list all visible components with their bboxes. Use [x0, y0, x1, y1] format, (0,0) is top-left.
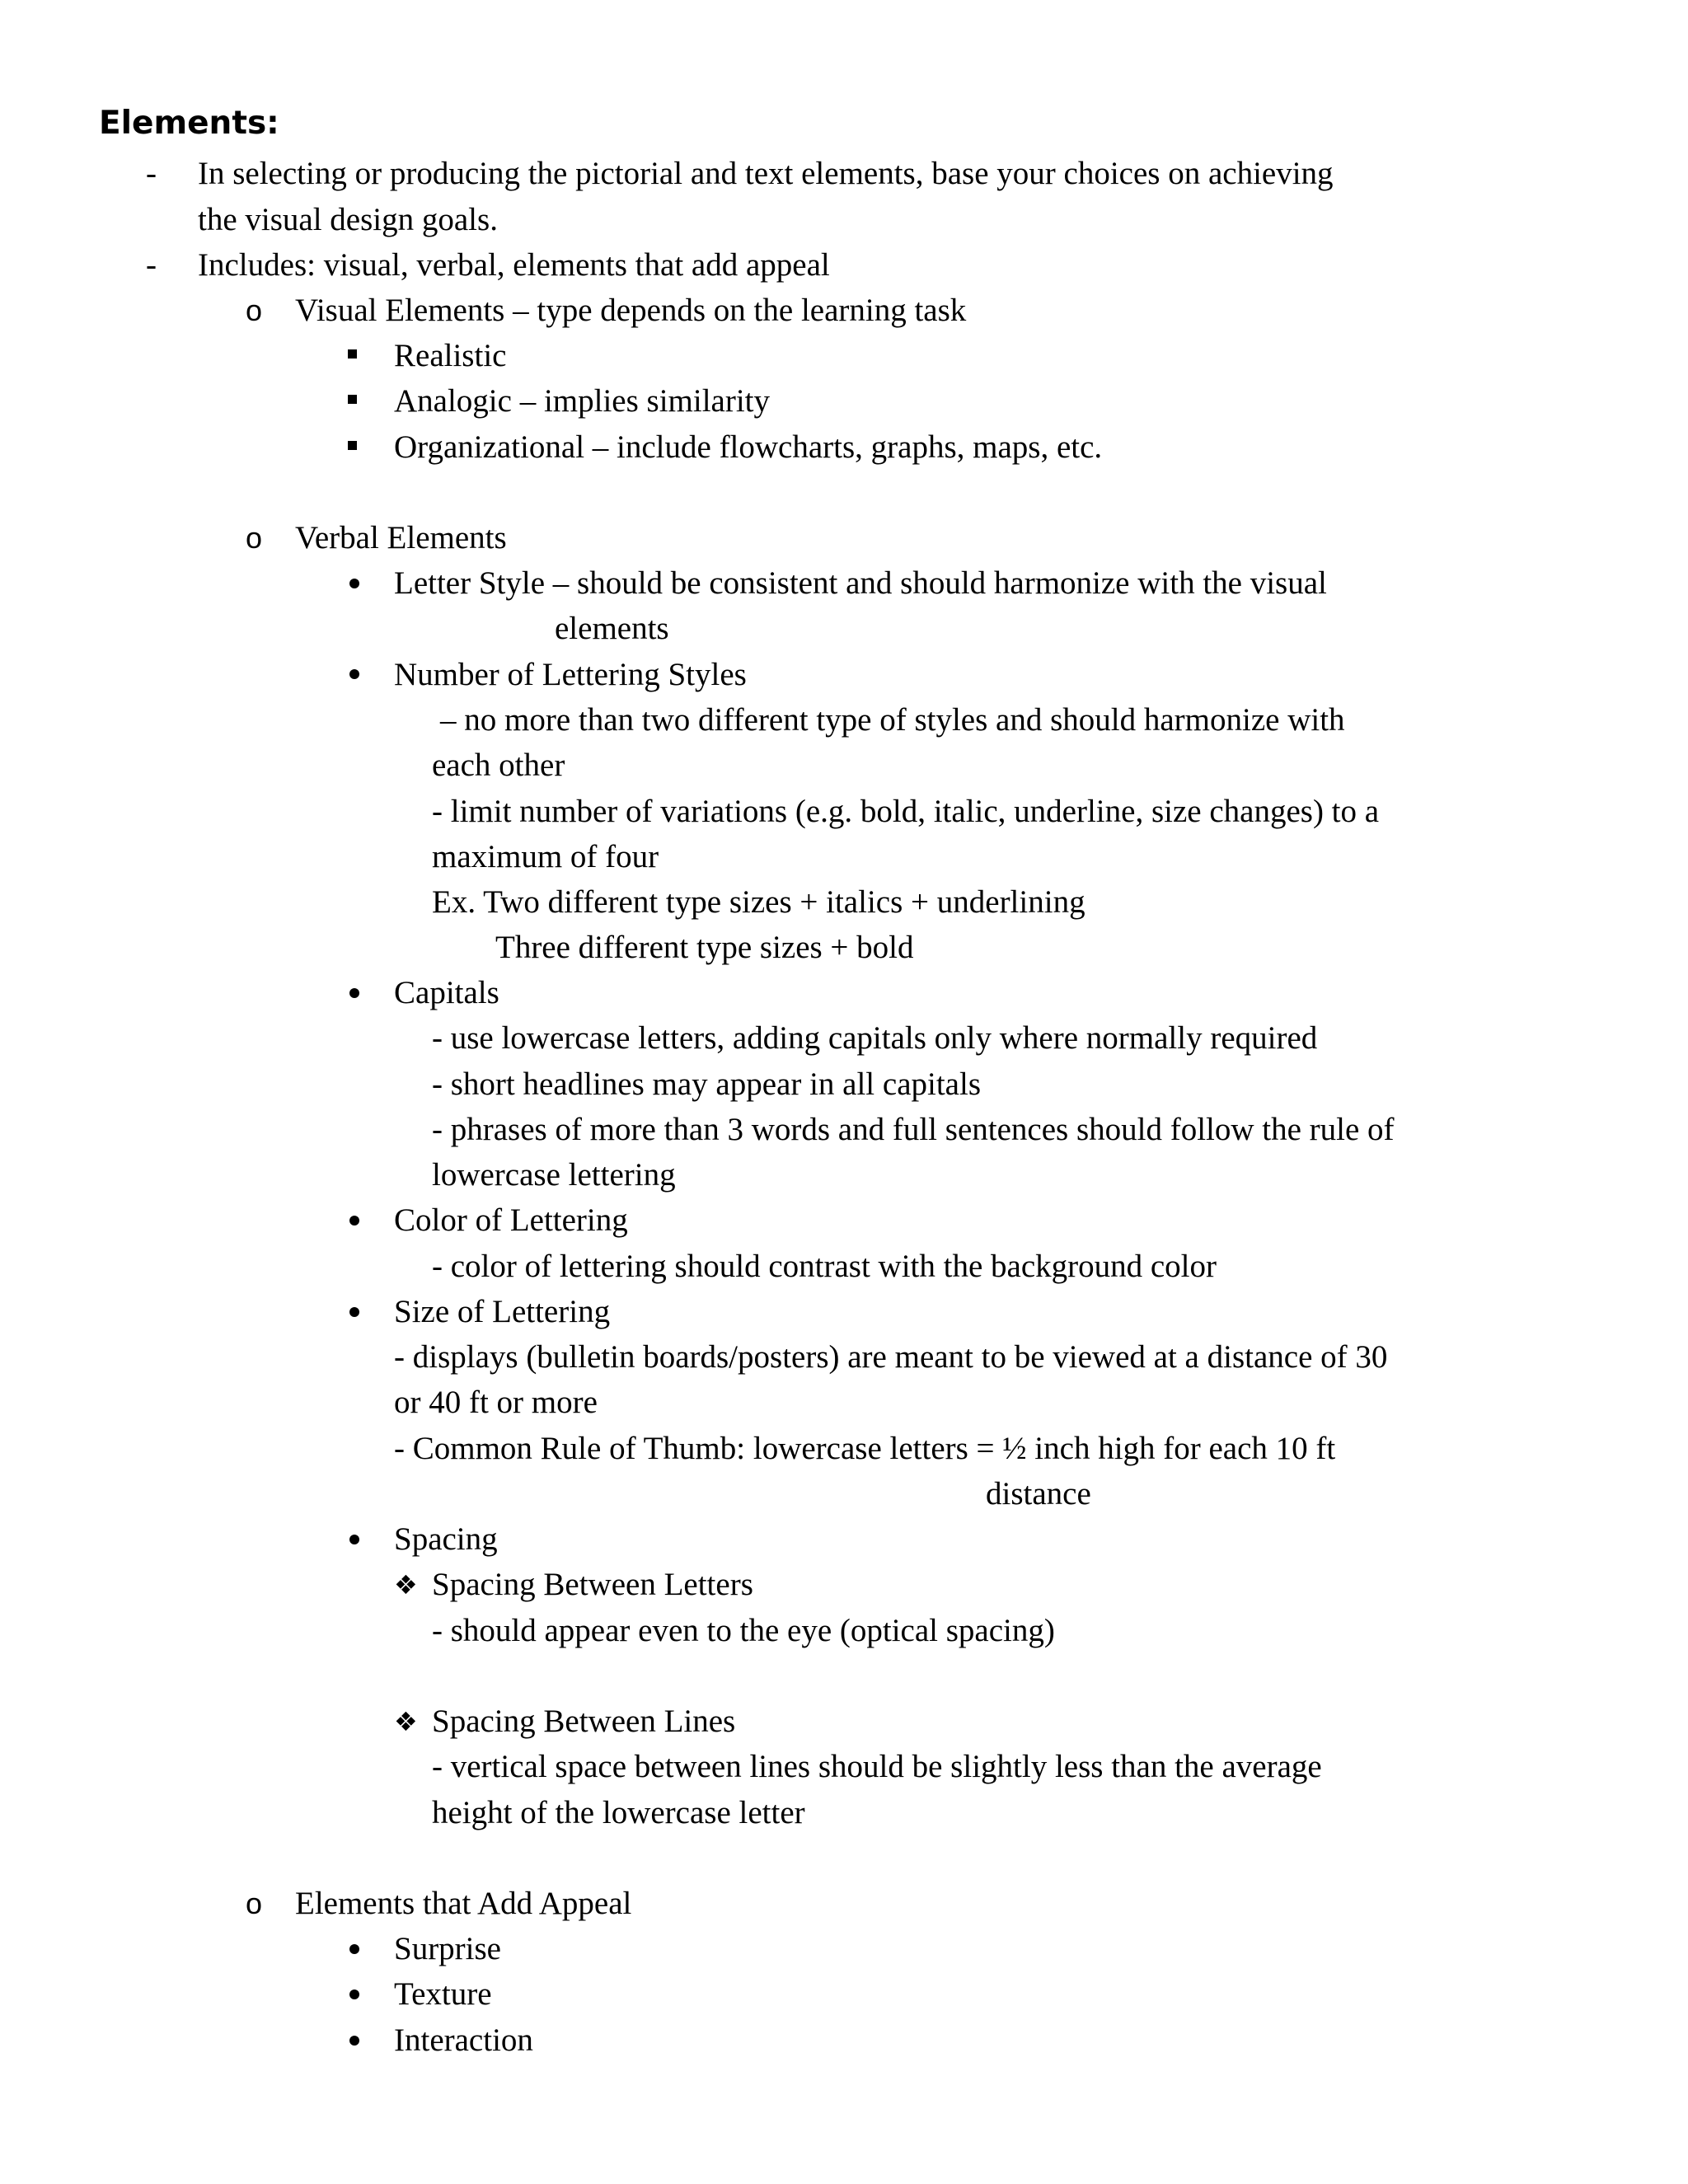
number-styles-line: maximum of four [432, 839, 659, 874]
size-line: or 40 ft or more [394, 1385, 598, 1420]
appeal-item: Texture [394, 1976, 492, 2012]
spacing-letters-desc: - should appear even to the eye (optical spacing) [432, 1613, 1055, 1648]
visual-item: Organizational – include flowcharts, graphs, maps, etc. [394, 429, 1103, 465]
size-title: Size of Lettering [394, 1294, 611, 1329]
visual-elements-title: Visual Elements – type depends on the learning task [295, 293, 967, 328]
bullet-icon [349, 1535, 359, 1544]
bullet-icon [349, 579, 359, 588]
square-bullet-icon [348, 349, 357, 359]
letter-style-line-1: Letter Style – should be consistent and should harmonize with the visual [394, 565, 1327, 601]
size-line: - displays (bulletin boards/posters) are meant to be viewed at a distance of 30 [394, 1339, 1388, 1375]
intro-includes: Includes: visual, verbal, elements that add appeal [198, 247, 830, 283]
size-line: distance [986, 1476, 1091, 1511]
spacing-lines-title: Spacing Between Lines [432, 1704, 736, 1739]
square-bullet-icon [348, 395, 357, 404]
circle-marker: o [246, 293, 263, 327]
square-bullet-icon [348, 441, 357, 450]
visual-item: Realistic [394, 338, 507, 373]
spacing-title: Spacing [394, 1521, 498, 1557]
number-styles-line: – no more than two different type of styles and should harmonize with [440, 702, 1345, 738]
size-line: - Common Rule of Thumb: lowercase letters = ½ inch high for each 10 ft [394, 1431, 1336, 1466]
bullet-icon [349, 988, 359, 998]
spacing-lines-desc: height of the lowercase letter [432, 1795, 805, 1830]
bullet-icon [349, 1216, 359, 1226]
capitals-line: - phrases of more than 3 words and full sentences should follow the rule of [432, 1112, 1395, 1147]
visual-item: Analogic – implies similarity [394, 383, 771, 419]
four-diamond-icon: ❖ [394, 1569, 418, 1601]
capitals-line: lowercase lettering [432, 1157, 676, 1193]
dash-marker: - [146, 156, 157, 191]
spacing-letters-title: Spacing Between Letters [432, 1567, 753, 1602]
appeal-item: Interaction [394, 2022, 533, 2058]
page-heading: Elements: [99, 105, 279, 142]
bullet-icon [349, 1307, 359, 1317]
number-styles-example: Three different type sizes + bold [495, 930, 914, 965]
verbal-elements-title: Verbal Elements [295, 520, 507, 555]
appeal-title: Elements that Add Appeal [295, 1886, 632, 1921]
bullet-icon [349, 1944, 359, 1954]
bullet-icon [349, 669, 359, 679]
capitals-line: - use lowercase letters, adding capitals only where normally required [432, 1020, 1318, 1056]
bullet-icon [349, 1990, 359, 1999]
circle-marker: o [246, 521, 263, 555]
four-diamond-icon: ❖ [394, 1706, 418, 1737]
appeal-item: Surprise [394, 1931, 501, 1966]
number-styles-title: Number of Lettering Styles [394, 657, 747, 692]
dash-marker: - [146, 247, 157, 283]
number-styles-line: each other [432, 748, 565, 783]
color-title: Color of Lettering [394, 1202, 628, 1238]
spacing-lines-desc: - vertical space between lines should be slightly less than the average [432, 1749, 1322, 1784]
letter-style-line-2: elements [555, 611, 669, 646]
color-line: - color of lettering should contrast with the background color [432, 1249, 1217, 1284]
number-styles-example: Ex. Two different type sizes + italics + underlining [432, 884, 1085, 920]
intro-line-1: In selecting or producing the pictorial and text elements, base your choices on achieving [198, 156, 1334, 191]
bullet-icon [349, 2036, 359, 2046]
number-styles-line: - limit number of variations (e.g. bold, italic, underline, size changes) to a [432, 794, 1380, 829]
capitals-line: - short headlines may appear in all capitals [432, 1066, 982, 1102]
circle-marker: o [246, 1886, 263, 1920]
capitals-title: Capitals [394, 975, 499, 1010]
intro-line-2: the visual design goals. [198, 202, 498, 237]
